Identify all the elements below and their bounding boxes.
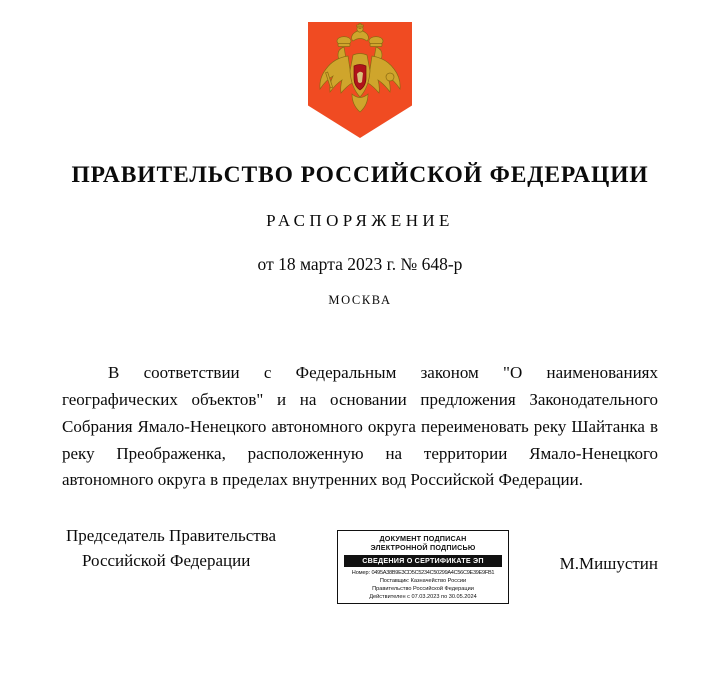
russian-coat-of-arms-icon (308, 22, 412, 138)
stamp-line-1: ДОКУМЕНТ ПОДПИСАН (379, 534, 467, 543)
stamp-cert-number-value: 0495A38B9E3CD5C5234C50299A4C56C9E39E9FB1 (371, 570, 495, 577)
stamp-supplier (343, 578, 503, 586)
stamp-validity: Действителен с 07.03.2023 по 30.05.2024 (369, 593, 477, 600)
digital-signature-stamp (337, 530, 509, 604)
double-headed-eagle-icon (308, 22, 412, 138)
signer-role-line1: Председатель Правительства (66, 526, 277, 545)
stamp-certificate-bar: СВЕДЕНИЯ О СЕРТИФИКАТЕ ЭП (344, 555, 502, 567)
signer-role-line2: Российской Федерации (82, 550, 251, 570)
stamp-cert-number-key: Номер: (351, 570, 370, 577)
signature-block (0, 524, 720, 624)
stamp-cert-number (343, 570, 503, 578)
document-type: РАСПОРЯЖЕНИЕ (266, 211, 454, 230)
stamp-owner: Правительство Российской Федерации (372, 586, 474, 592)
document-body-paragraph: В соответствии с Федеральным законом "О наименованиях географических объектов" и на основании предложения Законодательного Собрания Ямало-Ненецкого автономного округа переименовать реку Шайтанка в реку Преображенка, расположенную на территории Ямало-Ненецкого автономного округа в пределах внутренних вод Российской Федерации. (62, 363, 658, 490)
stamp-certificate-details (338, 570, 508, 602)
stamp-line-2: ЭЛЕКТРОННОЙ ПОДПИСЬЮ (370, 543, 476, 553)
stamp-supplier-key: Поставщик: (379, 578, 410, 585)
document-number: от 18 марта 2023 г. № 648-р (257, 254, 463, 274)
signer-role (66, 524, 276, 573)
stamp-supplier-value: Казначейство России (410, 578, 467, 585)
emblem-container (0, 0, 720, 138)
document-city: МОСКВА (328, 293, 392, 307)
signer-name: М.Мишустин (559, 554, 658, 573)
page-title: ПРАВИТЕЛЬСТВО РОССИЙСКОЙ ФЕДЕРАЦИИ (71, 162, 649, 188)
